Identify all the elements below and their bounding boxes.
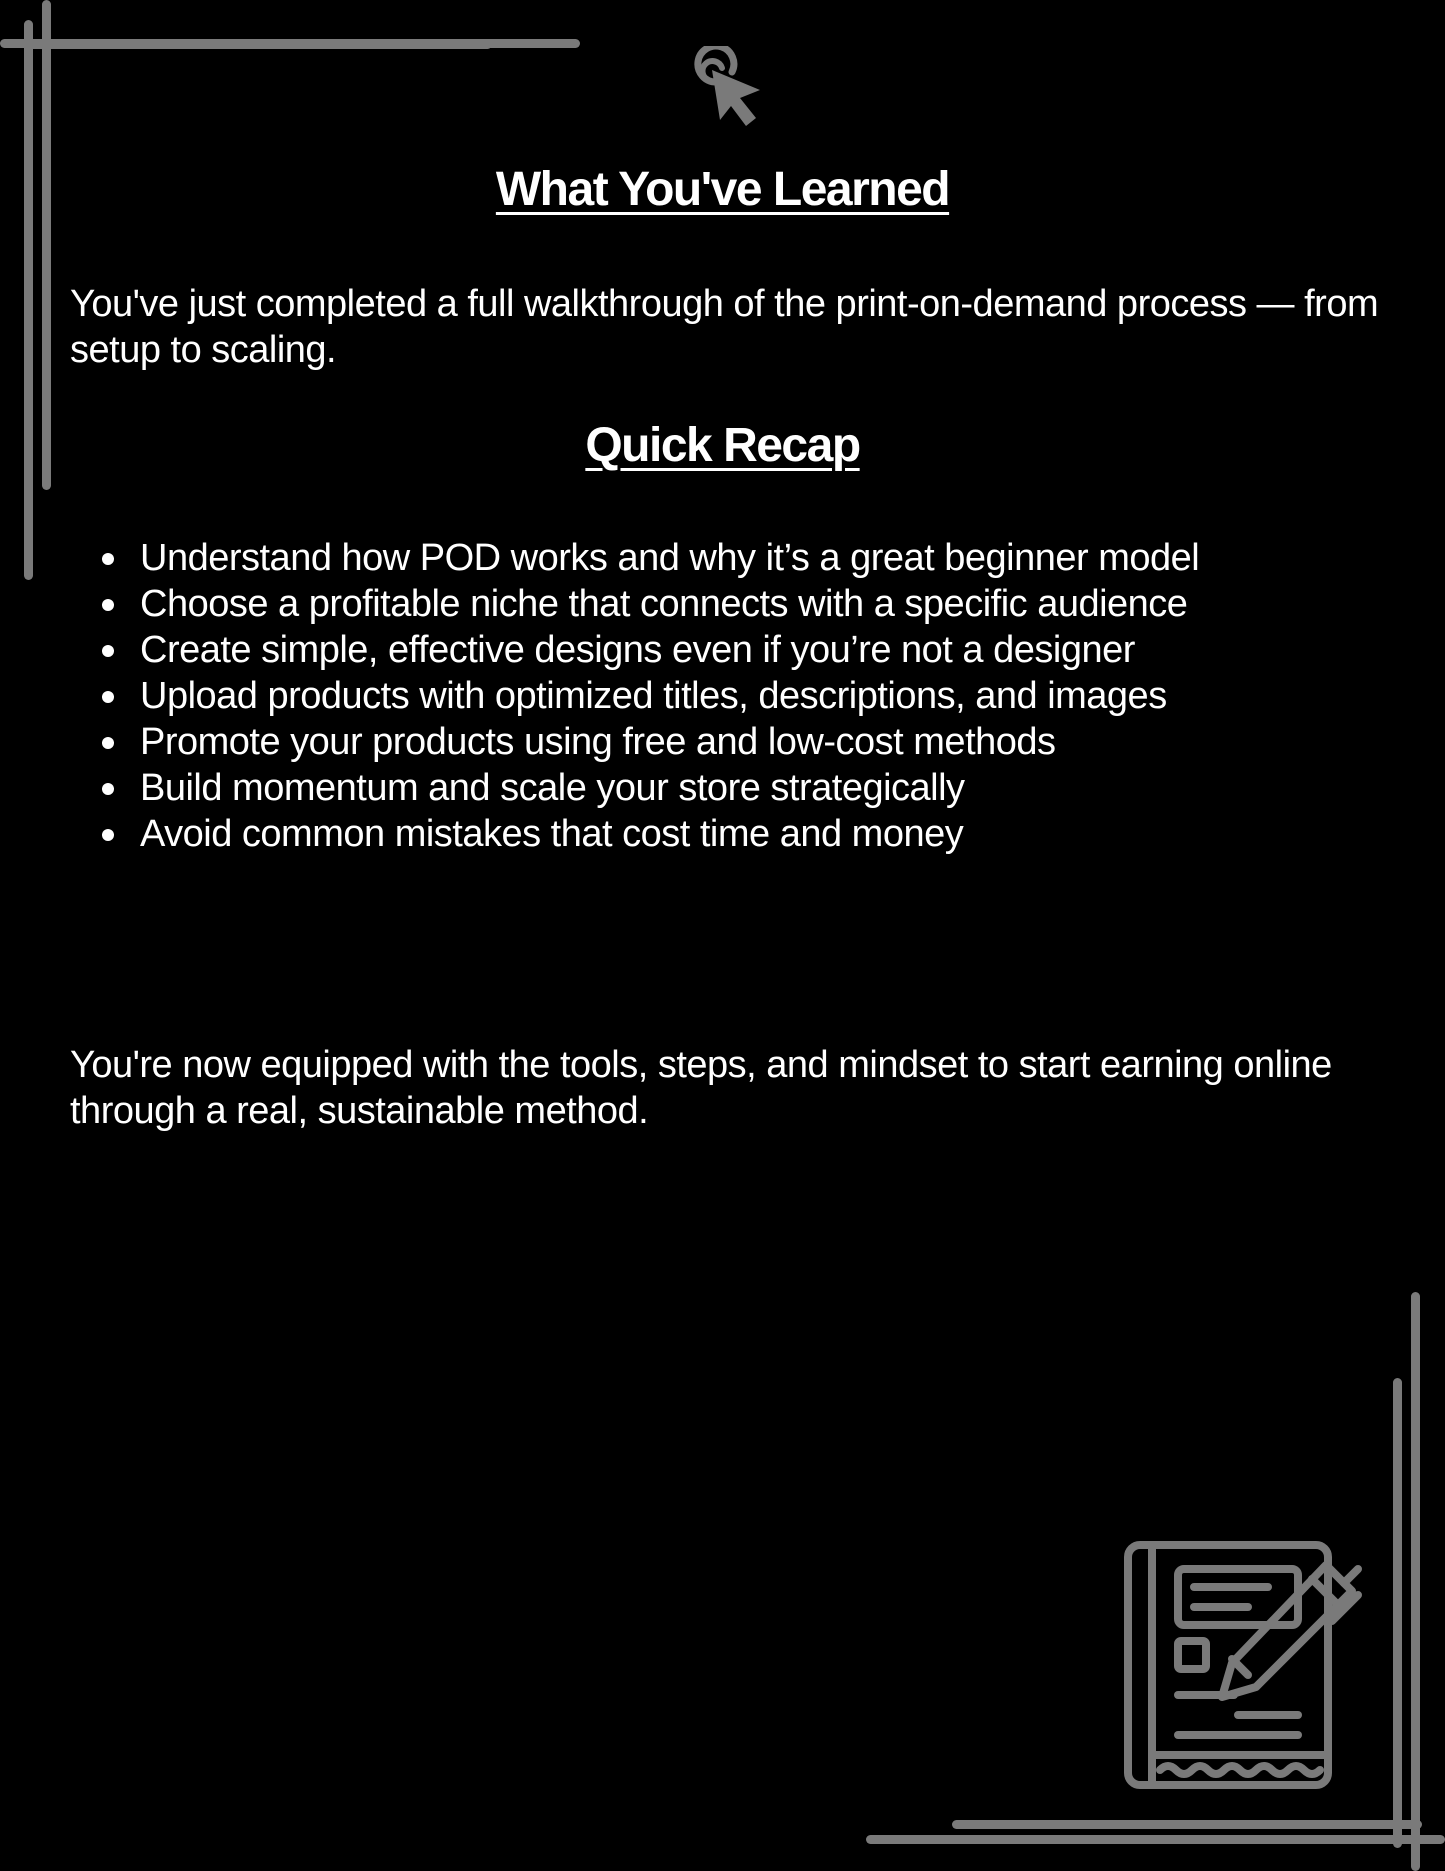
outro-paragraph: You're now equipped with the tools, steps, and mindset to start earning online through a real, sustainable method. bbox=[70, 1044, 1332, 1132]
frame-line-bottom-1 bbox=[866, 1835, 1445, 1844]
recap-list bbox=[70, 535, 1440, 857]
list-item: Create simple, effective designs even if you’re not a designer bbox=[140, 627, 1440, 673]
list-item: Promote your products using free and low-cost methods bbox=[140, 719, 1440, 765]
list-item: Upload products with optimized titles, descriptions, and images bbox=[140, 673, 1440, 719]
frame-line-left-2 bbox=[24, 20, 33, 580]
list-item: Avoid common mistakes that cost time and money bbox=[140, 811, 1440, 857]
list-item: Choose a profitable niche that connects with a specific audience bbox=[140, 581, 1440, 627]
frame-line-top-2 bbox=[22, 40, 492, 49]
notebook-pencil-icon bbox=[1118, 1535, 1372, 1795]
list-item: Understand how POD works and why it’s a great beginner model bbox=[140, 535, 1440, 581]
frame-line-right-1 bbox=[1411, 1292, 1420, 1871]
frame-line-bottom-2 bbox=[952, 1820, 1422, 1829]
page-title: What You've Learned bbox=[495, 163, 950, 216]
cursor-click-icon bbox=[676, 46, 766, 136]
recap-title: Quick Recap bbox=[585, 419, 860, 472]
intro-paragraph: You've just completed a full walkthrough of the print-on-demand process — from setup to scaling. bbox=[70, 283, 1379, 371]
list-item: Build momentum and scale your store strategically bbox=[140, 765, 1440, 811]
frame-line-left-1 bbox=[42, 0, 51, 490]
frame-line-right-2 bbox=[1393, 1378, 1402, 1848]
